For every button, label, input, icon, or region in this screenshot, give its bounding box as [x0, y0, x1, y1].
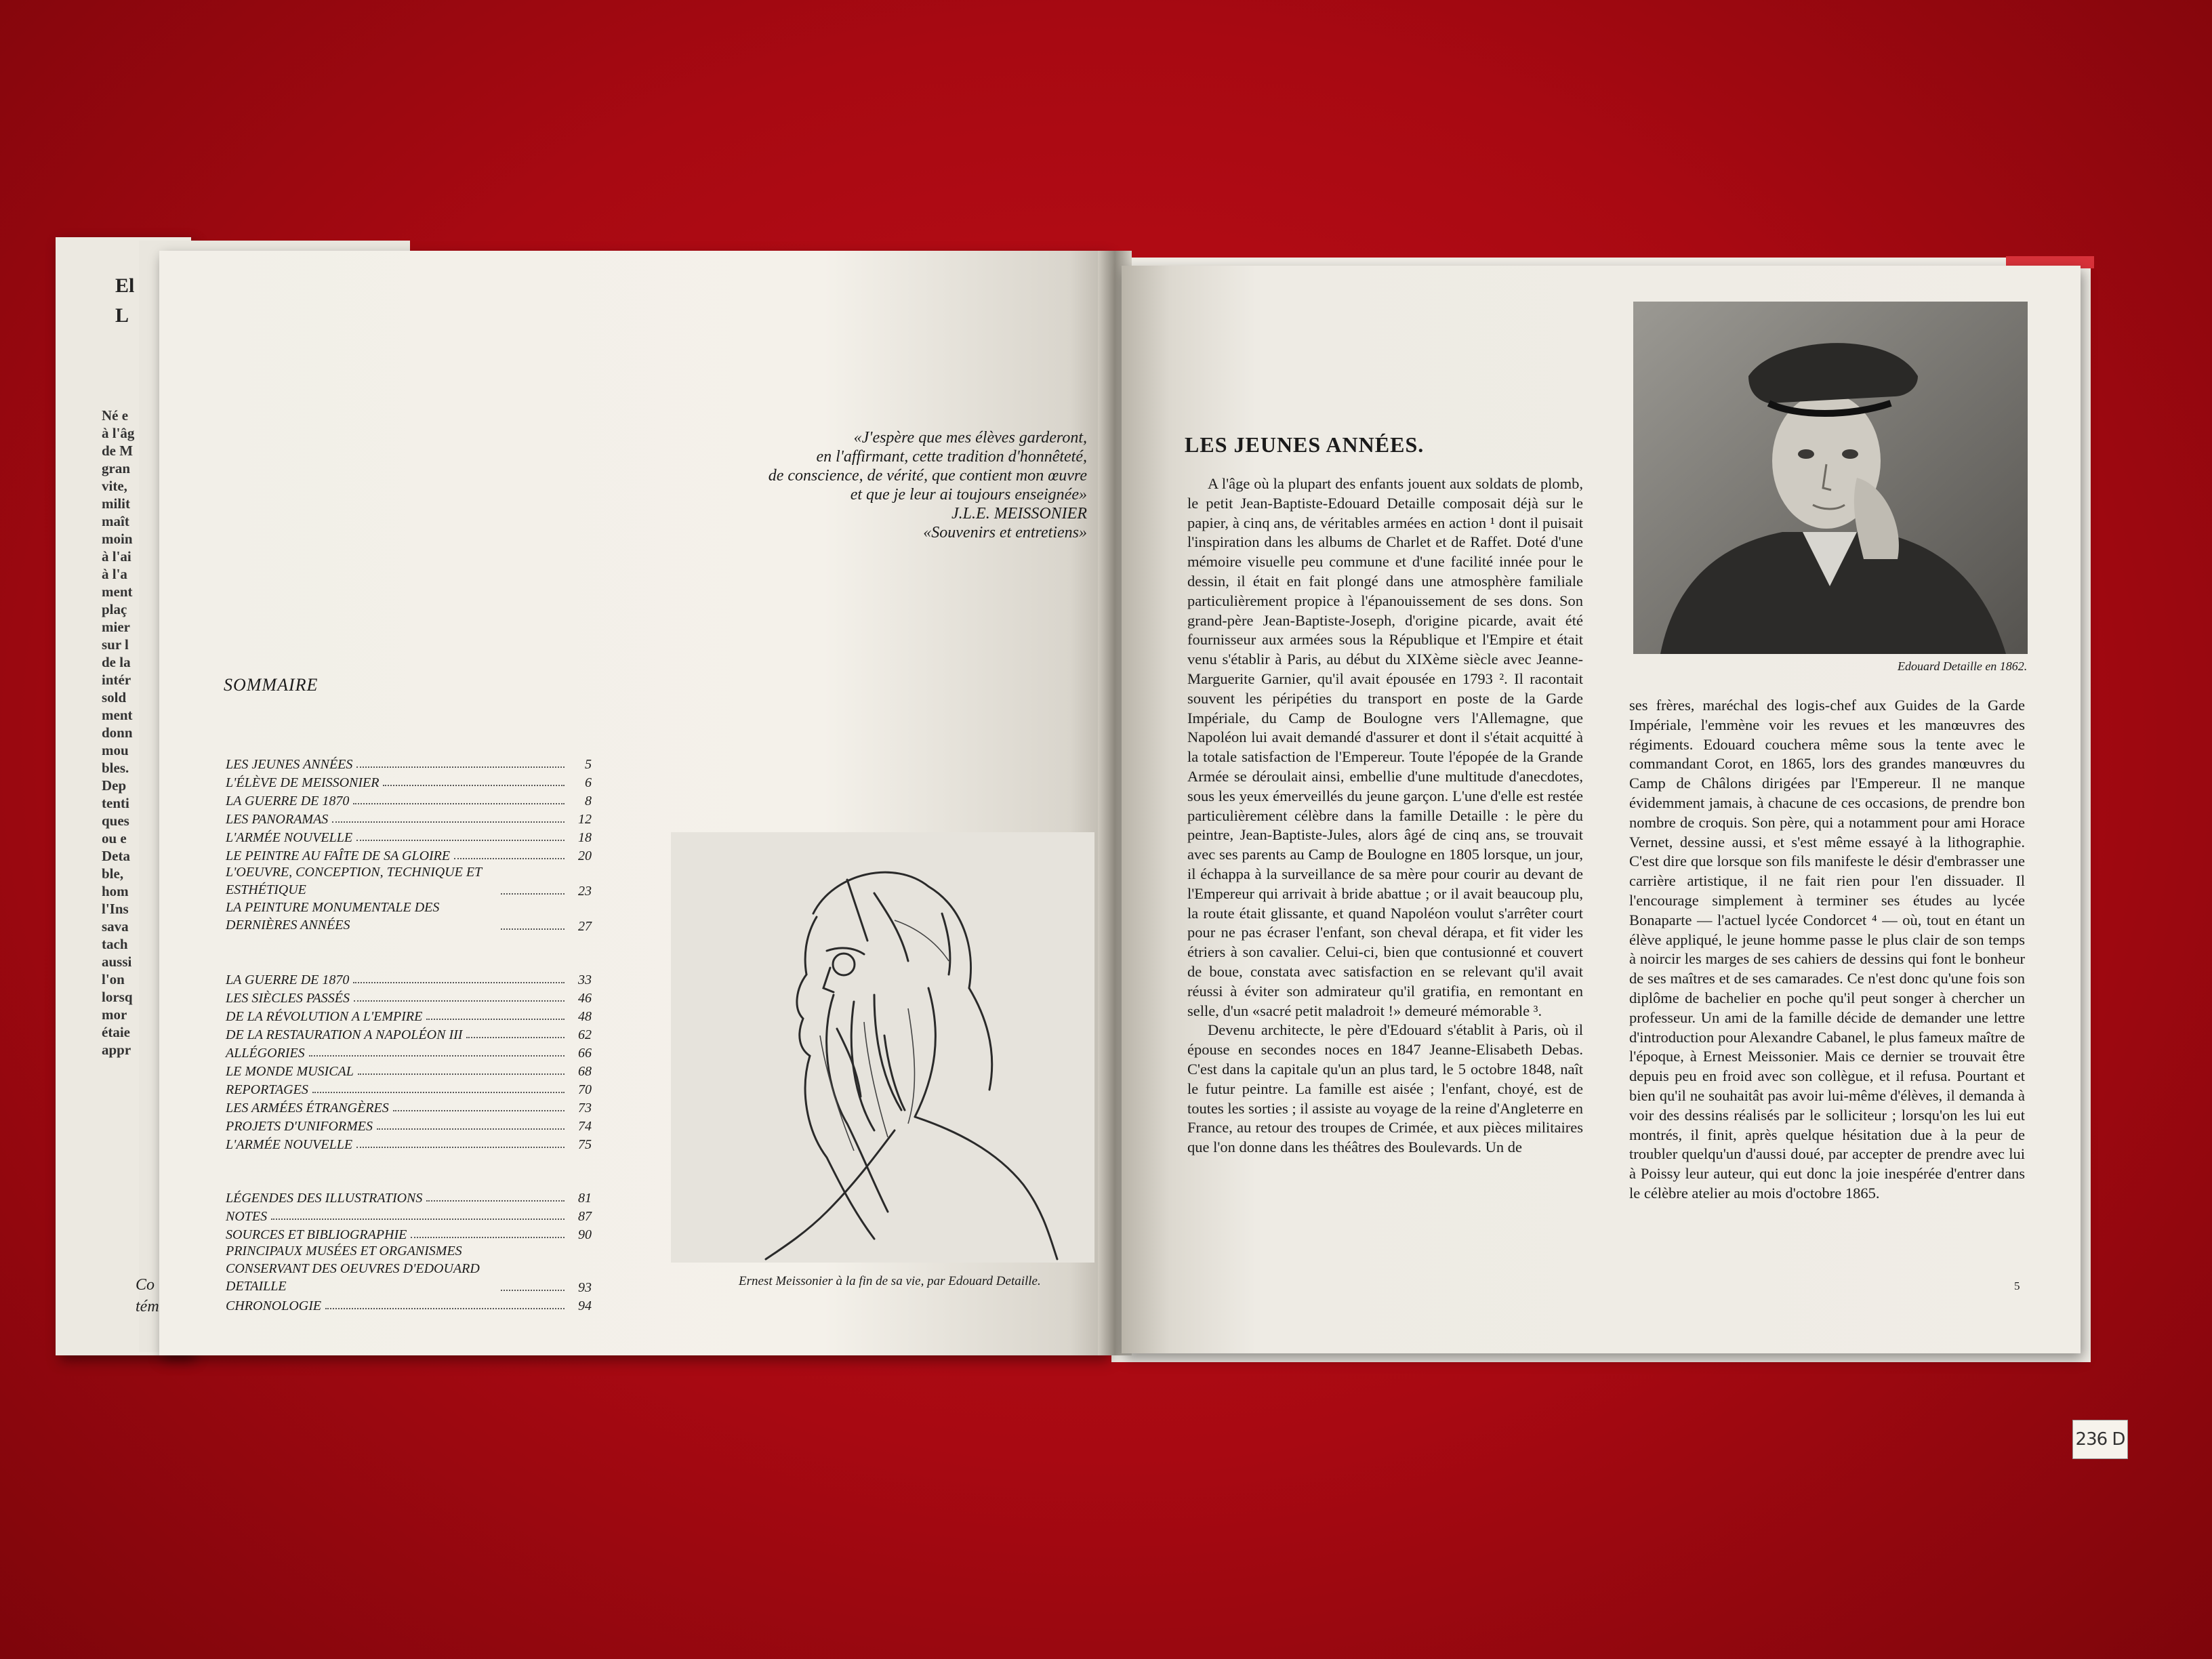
toc-entry[interactable]: LE PEINTRE AU FAÎTE DE SA GLOIRE 20: [226, 848, 592, 863]
toc-entry[interactable]: LES PANORAMAS 12: [226, 812, 592, 827]
flap-text: Né e à l'âg de M gran vite, milit maît moin à l'ai à l'a ment plaç mier sur l de la intér sold ment donn mou bles. Dep tenti ques ou e Deta ble, hom l'Ins sava tach aussi l'on lorsq mor étaie appr: [102, 407, 135, 1058]
toc-entry[interactable]: DE LA RÉVOLUTION A L'EMPIRE 48: [226, 1009, 592, 1024]
quote-line: «J'espère que mes élèves garderont,: [853, 429, 1087, 447]
flap-heading: El L: [115, 274, 135, 327]
quote-source: «Souvenirs et entretiens»: [923, 524, 1087, 541]
toc-entry[interactable]: SOURCES ET BIBLIOGRAPHIE 90: [226, 1227, 592, 1242]
photo-caption: Edouard Detaille en 1862.: [1898, 659, 2028, 673]
toc-entry[interactable]: LES JEUNES ANNÉES 5: [226, 757, 592, 772]
toc-entry[interactable]: LE MONDE MUSICAL 68: [226, 1064, 592, 1079]
toc-entry[interactable]: PRINCIPAUX MUSÉES ET ORGANISMES CONSERVANT DES OEUVRES D'EDOUARD DETAILLE 93: [226, 1244, 592, 1295]
toc-entry[interactable]: ALLÉGORIES 66: [226, 1046, 592, 1061]
toc-entry[interactable]: LA GUERRE DE 1870 8: [226, 794, 592, 808]
paragraph: Devenu architecte, le père d'Edouard s'établit à Paris, où il épouse en secondes noces en 1847 Jeanne-Elisabeth Debas. C'est dans la capitale qu'un an plus tard, le 5 octobre 1848, naît le futur peintre. La famille est aisée ; l'enfant, choyé, est de toutes les sorties ; il assiste au voyage de la reine d'Angleterre en France, au retour des troupes de Crimée, et aux pièces militaires que l'on donne dans les théâtres des Boulevards. Un de: [1187, 1021, 1583, 1156]
section-title: LES JEUNES ANNÉES.: [1185, 432, 1425, 457]
text-column-right: [1629, 696, 2025, 1204]
page-number: 5: [2014, 1279, 2020, 1292]
quote-author: J.L.E. MEISSONIER: [951, 505, 1087, 523]
portrait-photo: [1633, 302, 2028, 654]
toc-entry[interactable]: LA PEINTURE MONUMENTALE DES DERNIÈRES ANNÉES 27: [226, 900, 592, 934]
toc-entry[interactable]: LÉGENDES DES ILLUSTRATIONS 81: [226, 1191, 592, 1206]
toc-entry[interactable]: CHRONOLOGIE 94: [226, 1298, 592, 1313]
toc-entry[interactable]: DE LA RESTAURATION A NAPOLÉON III 62: [226, 1027, 592, 1042]
paragraph: ses frères, maréchal des logis-chef aux Guides de la Garde Impériale, l'emmène voir les revues et les manœuvres des régiments. Edouard couchera même sous la tente avec le commandant Corot, en 1865, lors des grandes manœuvres du Camp de Châlons dirigées par l'Empereur. Il ne manque évidemment jamais, à chacune de ces occasions, de prendre bon nombre de croquis. Son père, qui a notamment pour ami Horace Vernet, dessine aussi, et s'est même essayé à la lithographie. C'est dire que lorsque son fils manifeste le désir d'embrasser une carrière artistique, il ne fait rien pour l'en dissuader. Il l'encourage simplement à terminer ses études au lycée Bonaparte — l'actuel lycée Condorcet ⁴ — où, tout en étant un élève appliqué, le jeune homme passe le plus clair de son temps à noircir les marges de ses cahiers de dessins qui font le bonheur de ses maîtres et de ses camarades. Ce n'est donc qu'une fois son diplôme de bachelier en poche qu'il peut songer à chercher un professeur. Un ami de la famille décide de demander une lettre d'introduction pour Alexandre Cabanel, le plus fameux maître de l'époque, à Ernest Meissonier. Mais ce dernier se trouvait être depuis peu en froid avec son collègue, et il refusa. Pourtant et bien qu'il ne souhaitât pas avoir lui-même d'élèves, il demanda à voir des dessins réalisés par le solliciteur ; lorsqu'on les lui eut montrés, il finit, après quelque hésitation due à la peur de troubler quelqu'un d'aussi doué, par accepter de prendre avec lui à Poissy leur auteur, qui eut donc la joie inespérée d'entrer dans le célèbre atelier au mois d'octobre 1865.: [1629, 697, 2025, 1202]
toc-entry[interactable]: REPORTAGES 70: [226, 1082, 592, 1097]
toc-entry[interactable]: L'OEUVRE, CONCEPTION, TECHNIQUE ET ESTHÉTIQUE 23: [226, 865, 592, 899]
toc-entry[interactable]: LA GUERRE DE 1870 33: [226, 972, 592, 987]
sommaire-title: SOMMAIRE: [224, 675, 319, 695]
toc-entry[interactable]: LES ARMÉES ÉTRANGÈRES 73: [226, 1101, 592, 1115]
inventory-sticker: 236 D: [2072, 1420, 2128, 1459]
table-of-contents: [226, 754, 592, 1313]
toc-entry[interactable]: L'ARMÉE NOUVELLE 75: [226, 1137, 592, 1152]
text-column-left: [1187, 474, 1583, 1158]
meissonier-sketch-image: [671, 832, 1094, 1263]
toc-entry[interactable]: L'ÉLÈVE DE MEISSONIER 6: [226, 775, 592, 790]
paragraph: A l'âge où la plupart des enfants jouent aux soldats de plomb, le petit Jean-Baptiste-Edouard Detaille composait déjà sur le papier, à cinq ans, de véritables armées en action ¹ dont il puisait l'inspiration dans les albums de Charlet et de Raffet. Doté d'une mémoire visuelle peu commune et d'une facilité innée pour le dessin, il était en fait plongé dans une atmosphère familiale particulièrement propice à l'épanouissement de ses dons. Son grand-père Jean-Baptiste-Joseph, d'origine picarde, avait été fournisseur aux armées sous la République et l'Empire et était venu s'établir à Paris, au début du XIXème siècle avec Jeanne-Marguerite Garnier, qu'il avait épousée en 1793 ². Il racontait souvent les péripéties du transport en poste de la Garde Impériale, du Camp de Boulogne vers l'Allemagne, que Napoléon lui avait demandé d'assurer et dont il s'était acquitté à la totale satisfaction de l'Empereur. Toute l'épopée de la Grande Armée se déroulait ainsi, embellie d'une multitude d'anecdotes, sous les yeux émerveillés du jeune garçon. L'une d'elle est restée particulièrement célèbre dans la famille Detaille : le père du peintre, Jean-Baptiste-Jules, alors âgé de cinq ans, se trouvait avec ses parents au Camp de Boulogne en 1805 lorsque, un jour, il échappa à la surveillance de sa mère pour courir au devant de l'Empereur qui arrivait à bride abattue ; or il avait beaucoup plu, la route était glissante, et quand Napoléon voulut s'arrêter court pour ne pas écraser l'enfant, son cheval dérapa, et fit vider les étriers à son cavalier. Celui-ci, bien que contusionné et couvert de boue, constata avec satisfaction en se relevant qu'il avait réussi à éviter son admirateur qu'il gratifia, en remontant en selle, d'un «sacré petit maladroit !» demeuré mémorable ³.: [1187, 475, 1583, 1019]
quote-line: en l'affirmant, cette tradition d'honnêteté,: [816, 448, 1087, 466]
toc-entry[interactable]: LES SIÈCLES PASSÉS 46: [226, 991, 592, 1006]
epigraph-quote: [735, 428, 1087, 542]
detaille-photo: [1633, 302, 2028, 654]
quote-line: et que je leur ai toujours enseignée»: [850, 486, 1087, 504]
toc-entry[interactable]: L'ARMÉE NOUVELLE 18: [226, 830, 592, 845]
quote-line: de conscience, de vérité, que contient mon œuvre: [768, 467, 1087, 485]
flap-footer: Co tém: [136, 1276, 159, 1315]
toc-entry[interactable]: NOTES 87: [226, 1209, 592, 1224]
portrait-sketch: [671, 832, 1094, 1263]
toc-entry[interactable]: PROJETS D'UNIFORMES 74: [226, 1119, 592, 1134]
sketch-caption: Ernest Meissonier à la fin de sa vie, par Edouard Detaille.: [739, 1274, 1041, 1288]
